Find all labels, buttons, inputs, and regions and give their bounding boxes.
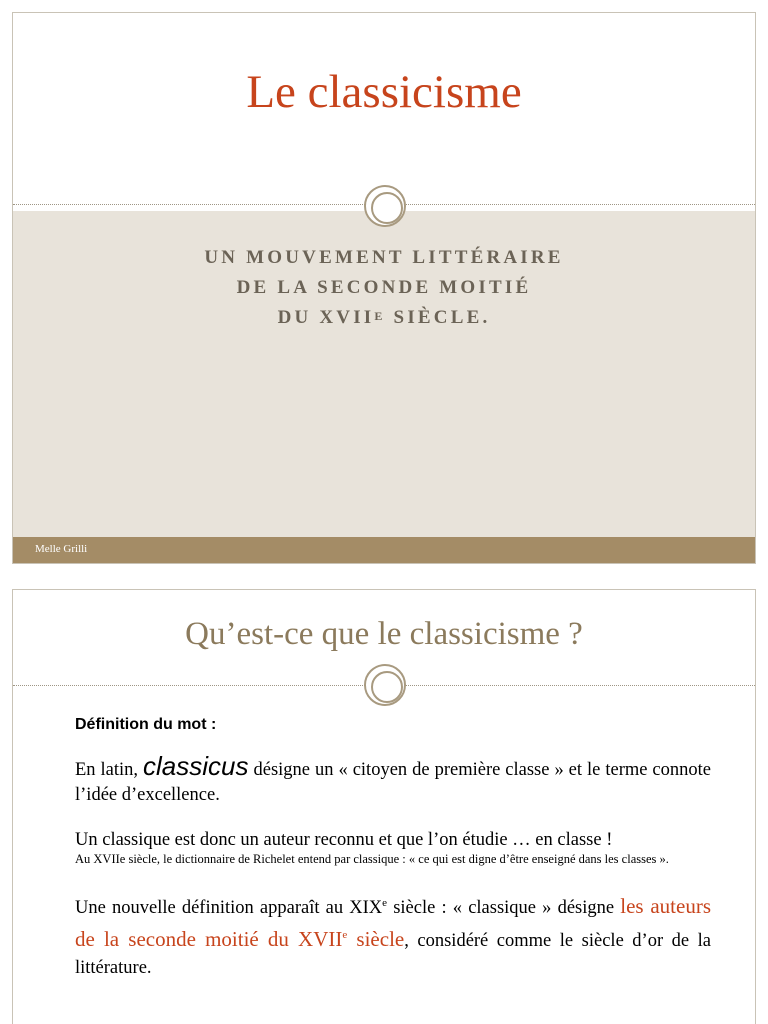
circle-ornament-icon bbox=[364, 664, 406, 706]
paragraph-new-definition bbox=[75, 890, 711, 982]
p1-text-end: désigne un « citoyen de première classe » et le terme connote l’idée d’excellence. bbox=[75, 760, 711, 805]
slide-2-body bbox=[75, 716, 711, 982]
paragraph-latin bbox=[75, 751, 711, 808]
slide-footer-bar bbox=[13, 537, 755, 563]
author-name: Melle Grilli bbox=[35, 543, 88, 555]
slide-2-title: Qu’est-ce que le classicisme ? bbox=[185, 616, 583, 652]
paragraph-richelet: Au XVIIe siècle, le dictionnaire de Richelet entend par classique : « ce qui est digne d’être enseigné dans les classes ». bbox=[75, 852, 669, 866]
subtitle-line-3-text: DU XVII bbox=[277, 307, 375, 328]
circle-ornament-icon bbox=[364, 185, 406, 227]
latin-word: classicus bbox=[143, 751, 249, 781]
slide-1-subtitle bbox=[13, 243, 755, 333]
slide-1-title: Le classicisme bbox=[246, 66, 522, 118]
p4-text-start: Une nouvelle définition apparaît au XIX bbox=[75, 898, 383, 919]
slide-1 bbox=[12, 12, 756, 564]
accent-text-end: siècle bbox=[347, 927, 405, 952]
slide-2 bbox=[12, 589, 756, 1024]
p4-text-mid: siècle : « classique » désigne bbox=[387, 898, 621, 919]
subtitle-line-3-end: SIÈCLE. bbox=[385, 307, 491, 328]
accent-superscript: e bbox=[342, 929, 348, 942]
subtitle-superscript: E bbox=[374, 309, 386, 323]
p4-superscript: e bbox=[382, 897, 388, 909]
paragraph-classique: Un classique est donc un auteur reconnu et que l’on étudie … en classe ! bbox=[75, 830, 613, 850]
p4-text-end: , considéré comme le siècle d’or de la littérature. bbox=[75, 931, 712, 979]
p1-text-start: En latin, bbox=[75, 760, 144, 780]
subtitle-line-2: DE LA SECONDE MOITIÉ bbox=[236, 277, 532, 298]
accent-text: les auteurs de la seconde moitié du XVII bbox=[75, 894, 712, 952]
subtitle-line-3 bbox=[13, 303, 755, 333]
subtitle-line-1: UN MOUVEMENT LITTÉRAIRE bbox=[204, 247, 564, 268]
definition-heading: Définition du mot : bbox=[75, 716, 217, 733]
